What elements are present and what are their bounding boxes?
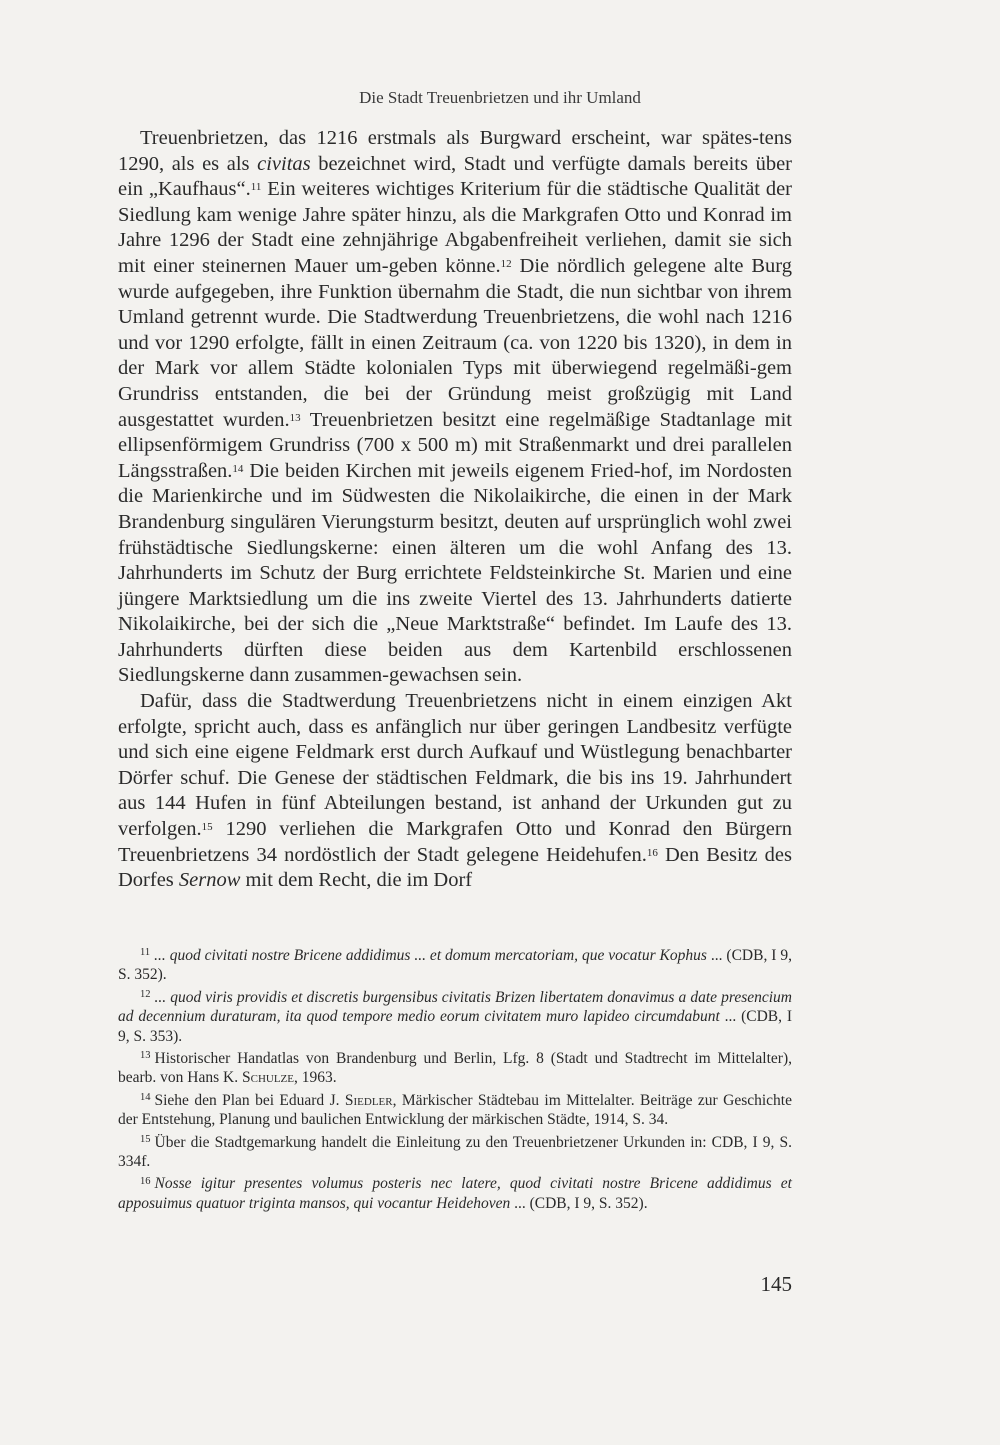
author-name: Siedler (344, 1091, 393, 1109)
footnote (118, 1091, 792, 1130)
text-run: Die beiden Kirchen mit jeweils eigenem Fried-hof, im Nordosten die Marienkirche und im Südwesten die Nikolaikirche, die einen in der Mark Brandenburg singulären Vierungsturm besitzt, deuten auf ursprünglich wohl zwei frühstädtische Siedlungskerne: einen älteren um die wohl Anfang des 13. Jahrhunderts im Schutz der Burg errichtete Feldsteinkirche St. Marien und eine jüngere Marktsiedlung um die ins zweite Viertel des 13. Jahrhunderts datierte Nikolaikirche, bei der sich die „Neue Marktstraße“ befindet. Im Laufe des 13. Jahrhunderts dürften diese beiden aus dem Kartenbild erschlossenen Siedlungskerne dann zusammen-gewachsen sein. (118, 459, 792, 687)
body-paragraph (118, 126, 792, 689)
text-run: 1290 verliehen die Markgrafen Otto und Konrad den Bürgern Treuenbrietzens 34 nordöstlich der Stadt gelegene Heidehufen. (118, 818, 792, 866)
text-run: Ein weiteres wichtiges Kriterium für die städtische Qualität der Siedlung kam wenige Jahre später hinzu, als die Markgrafen Otto und Konrad im Jahre 1296 der Stadt eine zehnjährige Abgabenfreiheit verliehen, damit sie sich mit einer steinernen Mauer um-geben könne. (118, 178, 792, 277)
footnote (118, 1133, 792, 1172)
footnote-number: 16 (140, 1175, 151, 1187)
text-run: , 1963. (294, 1069, 337, 1087)
author-name: Schulze (241, 1069, 294, 1087)
italic-text: ... quod viris providis et discretis burgensibus civitatis Brizen libertatem donavimus a date presencium ad decennium duraturam, ita quod tempore medio eorum civitatem muro lapideo circumdabunt (118, 988, 792, 1026)
body-text (118, 126, 792, 894)
footnote-reference: 15 (201, 821, 213, 834)
italic-text: Nosse igitur presentes volumus posteris nec latere, quod civitati nostre Bricene addidimus et apposuimus quatuor triginta mansos, qui vocantur Heidehoven (118, 1175, 792, 1212)
italic-text: ... quod civitati nostre Bricene addidimus ... et domum mercatoriam, que vocatur Kophus (154, 947, 707, 964)
text-run: Die nördlich gelegene alte Burg wurde aufgegeben, ihre Funktion übernahm die Stadt, die nun sichtbar von ihrem Umland getrennt wurde. Die Stadtwerdung Treuenbrietzens, die wohl nach 1216 und vor 1290 erfolgte, fällt in einen Zeitraum (ca. von 1220 bis 1320), in dem in der Mark vor allem Städte kolonialen Typs mit überwiegend regelmäßi-gem Grundriss entstanden, die bei der Gründung meist großzügig mit Land ausgestattet wurden. (118, 254, 792, 431)
text-run: Dafür, dass die Stadtwerdung Treuenbrietzens nicht in einem einzigen Akt erfolgte, spricht auch, dass es anfänglich nur über geringen Landbesitz verfügte und sich eine eigene Feldmark erst durch Aufkauf und Wüstlegung benachbarter Dörfer schuf. Die Genese der städtischen Feldmark, die bis ins 19. Jahrhundert aus 144 Hufen in fünf Abteilungen bestand, ist anhand der Urkunden gut zu verfolgen. (118, 690, 792, 841)
page-number: 145 (760, 1272, 792, 1296)
text-run: Über die Stadtgemarkung handelt die Einleitung zu den Treuenbrietzener Urkunden in: CDB, I 9, S. 334f. (118, 1133, 792, 1171)
footnote-reference: 16 (646, 846, 658, 859)
text-run: ... (CDB, I 9, S. 352). (510, 1194, 648, 1212)
text-run: , Märkischer Städtebau im Mittelalter. Beiträge zur Geschichte der Entstehung, Planung und baulichen Entwicklung der märkischen Städte, 1914, S. 34. (118, 1091, 792, 1129)
text-run: ... (CDB, I 9, S. 353). (118, 1008, 792, 1045)
footnote (118, 946, 792, 985)
text-run: Treuenbrietzen, das 1216 erstmals als Burgward erscheint, war spätes-tens 1290, als es als (118, 127, 792, 175)
italic-text: civitas (257, 152, 311, 175)
footnote (118, 1049, 792, 1088)
text-run: Den Besitz des Dorfes (118, 843, 792, 892)
text-run: Siehe den Plan bei Eduard J. (154, 1091, 345, 1109)
text-run: bezeichnet wird, Stadt und verfügte damals bereits über ein „Kaufhaus“. (118, 152, 792, 201)
footnote-reference: 12 (500, 258, 512, 271)
footnote (118, 1174, 792, 1213)
footnote-number: 13 (140, 1050, 151, 1062)
footnote-reference: 14 (232, 462, 244, 475)
text-run: mit dem Recht, die im Dorf (240, 869, 473, 892)
footnote-reference: 11 (250, 181, 262, 194)
footnote-number: 11 (140, 947, 151, 959)
footnote-number: 15 (140, 1133, 151, 1145)
text-run: Treuenbrietzen besitzt eine regelmäßige Stadtanlage mit ellipsenförmigem Grundriss (700 x 500 m) mit Straßenmarkt und drei parallelen Längsstraßen. (118, 408, 792, 482)
running-header: Die Stadt Treuenbrietzen und ihr Umland (359, 88, 641, 107)
body-paragraph (118, 689, 792, 894)
footnote-reference: 13 (289, 411, 301, 424)
text-run: Historischer Handatlas von Brandenburg und Berlin, Lfg. 8 (Stadt und Stadtrecht im Mittelalter), bearb. von Hans K. (118, 1050, 792, 1087)
footnote-number: 12 (140, 989, 151, 1001)
footnote-number: 14 (140, 1092, 151, 1104)
footnotes (118, 946, 792, 1216)
text-run: ... (CDB, I 9, S. 352). (118, 947, 792, 984)
italic-text: Sernow (178, 869, 241, 892)
footnote (118, 988, 792, 1046)
